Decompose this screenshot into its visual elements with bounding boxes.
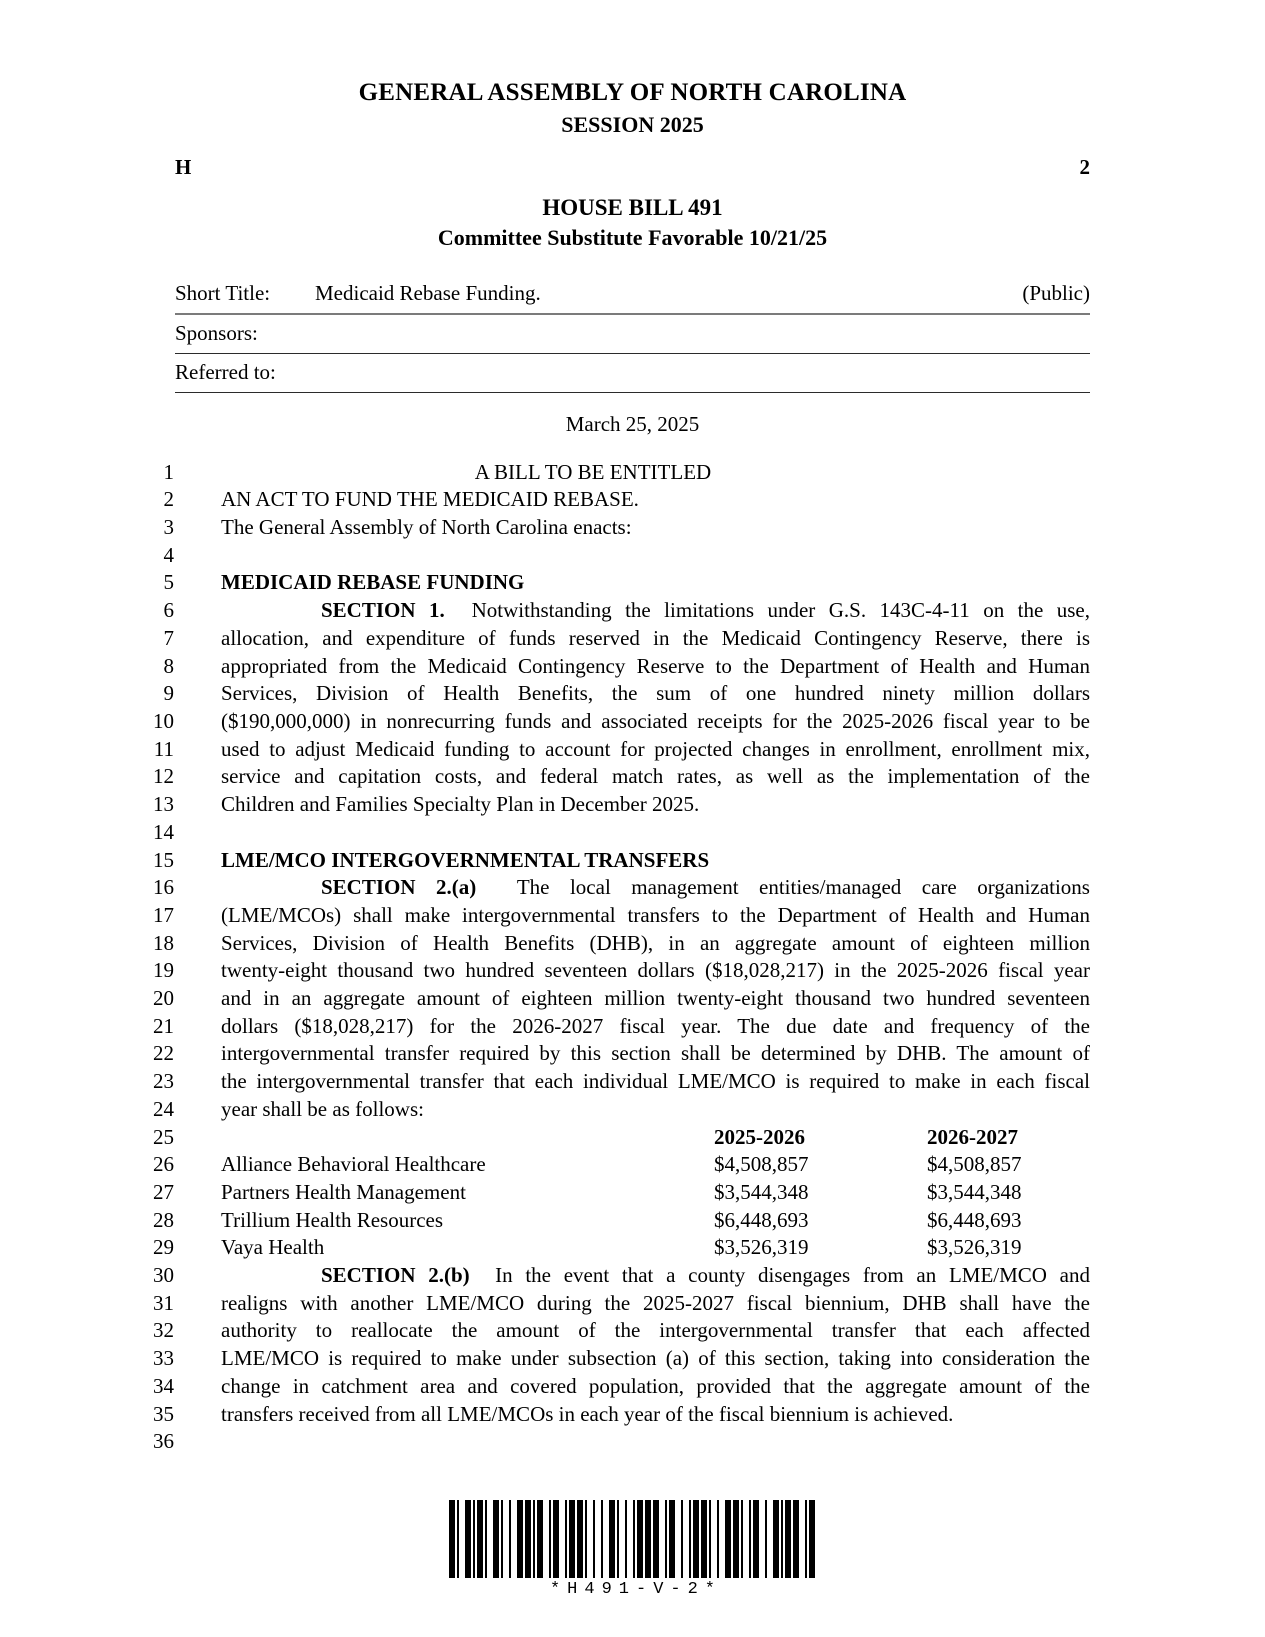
- bill-line: [118, 819, 1265, 847]
- bill-line: [118, 930, 1265, 958]
- bill-line-text: [174, 1428, 1265, 1456]
- bill-line: [118, 1317, 1265, 1345]
- referred-row: [175, 353, 1090, 392]
- bill-identification: [0, 193, 1265, 252]
- line-number: 28: [153, 1207, 174, 1232]
- bill-line: [118, 1262, 1265, 1290]
- session-title: SESSION 2025: [561, 111, 704, 137]
- short-title-label: Short Title:: [175, 280, 271, 305]
- bill-line: [118, 459, 1265, 487]
- line-number: 11: [153, 736, 174, 761]
- line-number: 26: [153, 1152, 174, 1177]
- bill-line-text: SECTION 2.(a) The local management entities/managed care organizations: [321, 875, 1090, 900]
- bill-line-text: the intergovernmental transfer that each individual LME/MCO is required to make in each fiscal: [221, 1069, 1090, 1094]
- bill-line: [118, 902, 1265, 930]
- line-number: 14: [153, 819, 174, 844]
- bill-line-text: SECTION 1. Notwithstanding the limitations under G.S. 143C-4-11 on the use,: [321, 598, 1090, 623]
- line-number: 30: [153, 1263, 174, 1288]
- bill-line-text: AN ACT TO FUND THE MEDICAID REBASE.: [221, 487, 639, 512]
- bill-line: [118, 625, 1265, 653]
- bill-line-text: year shall be as follows:: [221, 1096, 424, 1121]
- bill-line: [118, 736, 1265, 764]
- line-number: 20: [153, 986, 174, 1011]
- bill-line: [118, 1401, 1265, 1429]
- bill-line-text: Services, Division of Health Benefits (DHB), in an aggregate amount of eighteen million: [221, 930, 1090, 955]
- bill-line: [118, 1234, 1265, 1262]
- bill-metadata-table: [175, 275, 1090, 393]
- bill-line-text: realigns with another LME/MCO during the 2025-2027 fiscal biennium, DHB shall have the: [221, 1290, 1090, 1315]
- bill-line-text: intergovernmental transfer required by this section shall be determined by DHB. The amount of: [221, 1041, 1090, 1066]
- referred-label: Referred to:: [175, 353, 315, 392]
- line-number: 13: [153, 792, 174, 817]
- bill-line: [118, 847, 1265, 875]
- chamber-code: H: [175, 155, 192, 180]
- bill-line: [118, 791, 1265, 819]
- line-number: 10: [153, 709, 174, 733]
- barcode-image: [449, 1500, 817, 1578]
- bill-line: [118, 680, 1265, 708]
- sponsors-label: Sponsors:: [175, 314, 315, 354]
- line-number: 31: [153, 1290, 174, 1315]
- bill-line-text: The General Assembly of North Carolina enacts:: [221, 515, 632, 540]
- bill-line: [118, 1013, 1265, 1041]
- masthead: [0, 0, 1265, 139]
- bill-line-text: Services, Division of Health Benefits, the sum of one hundred ninety million dollars: [221, 681, 1090, 706]
- bill-line: [118, 1068, 1265, 1096]
- bill-line-text: change in catchment area and covered population, provided that the aggregate amount of the: [221, 1373, 1090, 1398]
- bill-line: [118, 957, 1265, 985]
- bill-line-text: A BILL TO BE ENTITLED: [474, 459, 712, 484]
- short-title-row: [175, 275, 1090, 314]
- bill-line: [118, 1345, 1265, 1373]
- bill-line-text: ($190,000,000) in nonrecurring funds and associated receipts for the 2025-2026 fiscal year to be: [221, 709, 1090, 733]
- bill-line: [118, 763, 1265, 791]
- bill-line: [118, 1096, 1265, 1124]
- bill-line: [118, 597, 1265, 625]
- chamber-row: [0, 155, 1265, 185]
- sponsors-row: [175, 314, 1090, 354]
- barcode-bar: [815, 1500, 817, 1578]
- bill-line-text: Vaya Health $3,526,319 $3,526,319: [221, 1235, 1022, 1260]
- metadata-bottom-rule: [175, 392, 1090, 393]
- line-number: 15: [153, 847, 174, 872]
- bill-line-text: authority to reallocate the amount of the intergovernmental transfer that each affected: [221, 1318, 1090, 1343]
- bill-line-text: transfers received from all LME/MCOs in each year of the fiscal biennium is achieved.: [221, 1401, 954, 1426]
- line-number: 22: [153, 1041, 174, 1066]
- bill-line-text: appropriated from the Medicaid Contingency Reserve to the Department of Health and Human: [221, 653, 1090, 678]
- bill-line-text: dollars ($18,028,217) for the 2026-2027 fiscal year. The due date and frequency of the: [221, 1013, 1090, 1038]
- bill-body: [0, 459, 1265, 1456]
- line-number: 17: [153, 902, 174, 927]
- bill-substitute-line: Committee Substitute Favorable 10/21/25: [437, 225, 828, 251]
- bill-line-text: 2025-2026 2026-2027: [714, 1124, 1018, 1149]
- line-number: 3: [163, 515, 174, 540]
- short-title-value: Medicaid Rebase Funding.: [315, 280, 541, 305]
- bill-line-text: and in an aggregate amount of eighteen million twenty-eight thousand two hundred seventeen: [221, 986, 1090, 1011]
- bill-line-text: Alliance Behavioral Healthcare $4,508,857 $4,508,857: [221, 1152, 1022, 1177]
- barcode-block: [0, 1487, 1265, 1599]
- bill-line-text: Trillium Health Resources $6,448,693 $6,448,693: [221, 1207, 1022, 1232]
- bill-line-text: allocation, and expenditure of funds reserved in the Medicaid Contingency Reserve, there is: [221, 625, 1090, 650]
- bill-line: [118, 1373, 1265, 1401]
- bill-line-text: [174, 542, 1265, 570]
- bill-line: [118, 1040, 1265, 1068]
- line-number: 4: [163, 542, 174, 567]
- line-number: 25: [153, 1124, 174, 1149]
- line-number: 23: [153, 1069, 174, 1094]
- bill-line: [118, 569, 1265, 597]
- line-number: 9: [163, 681, 174, 706]
- line-number: 33: [153, 1346, 174, 1371]
- line-number: 35: [153, 1401, 174, 1426]
- line-number: 8: [163, 653, 174, 678]
- line-number: 6: [163, 598, 174, 623]
- line-number: 18: [153, 930, 174, 955]
- bill-line: [118, 486, 1265, 514]
- referred-spacer: [911, 353, 1090, 392]
- bill-line-text: MEDICAID REBASE FUNDING: [221, 570, 525, 595]
- referred-value: [315, 353, 911, 392]
- bill-line: [118, 1124, 1265, 1152]
- page-number: 2: [1079, 155, 1090, 180]
- line-number: 24: [153, 1096, 174, 1121]
- bill-line: [118, 653, 1265, 681]
- bill-line: [118, 708, 1265, 736]
- bill-line: [118, 542, 1265, 570]
- line-number: 5: [163, 570, 174, 595]
- line-number: 19: [153, 958, 174, 983]
- bill-line: [118, 874, 1265, 902]
- bill-line: [118, 1179, 1265, 1207]
- line-number: 29: [153, 1235, 174, 1260]
- bill-line: [118, 514, 1265, 542]
- assembly-title: GENERAL ASSEMBLY OF NORTH CAROLINA: [358, 79, 907, 106]
- line-number: 32: [153, 1318, 174, 1343]
- bill-line-text: used to adjust Medicaid funding to account for projected changes in enrollment, enrollment mix,: [221, 736, 1090, 761]
- line-number: 36: [153, 1429, 174, 1454]
- line-number: 7: [163, 625, 174, 650]
- line-number: 21: [153, 1013, 174, 1038]
- line-number: 2: [163, 487, 174, 512]
- bill-line-text: SECTION 2.(b) In the event that a county disengages from an LME/MCO and: [321, 1263, 1090, 1288]
- bill-line-text: twenty-eight thousand two hundred seventeen dollars ($18,028,217) in the 2025-2026 fiscal year: [221, 958, 1090, 983]
- bill-line-text: service and capitation costs, and federal match rates, as well as the implementation of the: [221, 764, 1090, 789]
- bill-number: HOUSE BILL 491: [542, 195, 723, 221]
- barcode-label: *H491-V-2*: [549, 1580, 723, 1599]
- bill-line: [118, 1207, 1265, 1235]
- sponsors-spacer: [911, 314, 1090, 354]
- line-number: 12: [153, 764, 174, 789]
- bill-line: [118, 985, 1265, 1013]
- bill-line-text: LME/MCO INTERGOVERNMENTAL TRANSFERS: [221, 847, 710, 872]
- bill-line: [118, 1290, 1265, 1318]
- line-number: 34: [153, 1373, 174, 1398]
- sponsors-value: [315, 314, 911, 354]
- bill-line: [118, 1151, 1265, 1179]
- public-marker: (Public): [1022, 280, 1090, 305]
- bill-line-text: Partners Health Management $3,544,348 $3,544,348: [221, 1179, 1022, 1204]
- bill-line-text: [174, 819, 1265, 847]
- line-number: 16: [153, 875, 174, 900]
- bill-line: [118, 1428, 1265, 1456]
- line-number: 27: [153, 1179, 174, 1204]
- filed-date: March 25, 2025: [565, 411, 700, 436]
- bill-line-text: (LME/MCOs) shall make intergovernmental transfers to the Department of Health and Human: [221, 902, 1090, 927]
- line-number: 1: [163, 459, 174, 484]
- bill-line-text: LME/MCO is required to make under subsection (a) of this section, taking into consideration the: [221, 1346, 1090, 1371]
- bill-line-text: Children and Families Specialty Plan in December 2025.: [221, 792, 700, 817]
